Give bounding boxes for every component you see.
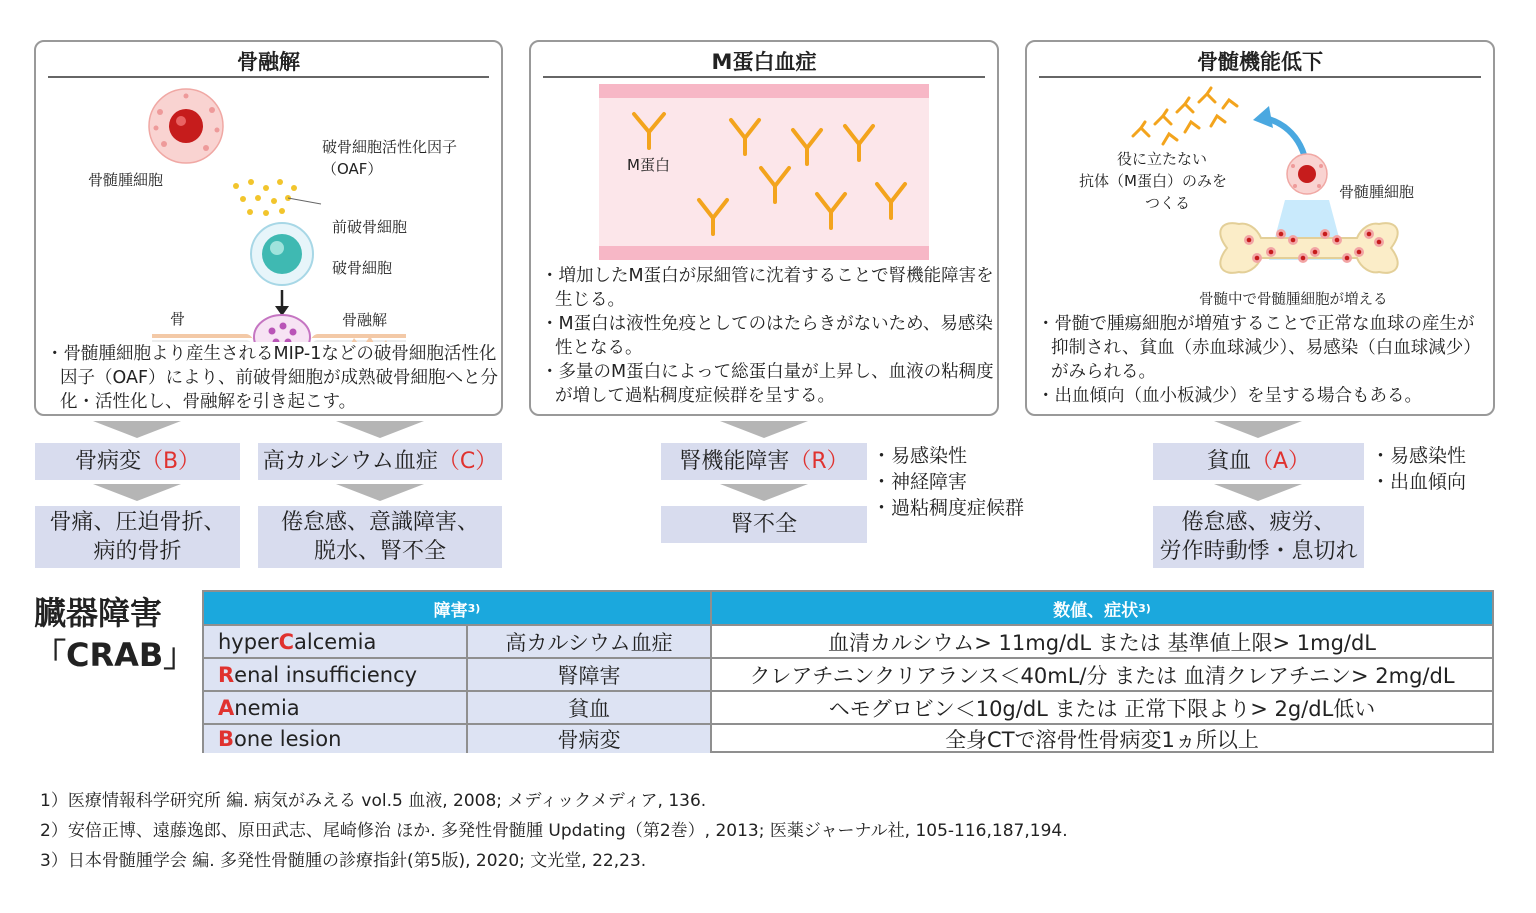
crab-criteria: クレアチニンクリアランス＜40mL/分 または 血清クレアチニン> 2mg/dL — [710, 659, 1492, 690]
side-item: ・易感染性 — [872, 445, 968, 467]
bone-lysis-illustration — [36, 82, 501, 342]
down-triangle-icon — [336, 484, 424, 501]
renal-box: 腎機能障害 （R） — [661, 443, 867, 480]
m-protein-illustration — [531, 82, 997, 264]
crab-term: hyper C alcemia — [204, 626, 466, 657]
useless-antibody-line1: 役に立たない — [1117, 150, 1208, 168]
bone-label: 骨 — [170, 310, 186, 328]
crab-jp-term: 骨病変 — [466, 725, 710, 753]
down-triangle-icon — [1214, 421, 1302, 438]
panel-title: M蛋白血症 — [543, 46, 985, 78]
m-protein-panel — [529, 40, 999, 416]
table-row — [204, 723, 1492, 753]
crab-criteria: 血清カルシウム> 11mg/dL または 基準値上限> 1mg/dL — [710, 626, 1492, 657]
anemia-result-box: 倦怠感、疲労、 労作時動悸・息切れ — [1153, 506, 1364, 568]
table-row — [204, 657, 1492, 690]
bone-lysis-label: 骨融解 — [342, 311, 388, 329]
table-row — [204, 690, 1492, 723]
useless-antibody-icons — [1133, 88, 1237, 144]
bone-bullets — [46, 342, 498, 414]
panel-title: 骨融解 — [48, 46, 489, 78]
m-protein-bullets — [541, 264, 995, 408]
crab-jp-term: 貧血 — [466, 692, 710, 723]
bullet-item: ・骨髄腫細胞より産生されるMIP-1などの破骨細胞活性化因子（OAF）により、前破骨細胞が成熟破骨細胞へと分化・活性化し、骨融解を引き起こす。 — [46, 344, 499, 412]
bullet-item: ・増加したM蛋白が尿細管に沈着することで腎機能障害を生じる。 — [541, 266, 994, 310]
crab-heading: 臓器障害 「CRAB」 — [34, 594, 196, 674]
bullet-item: ・M蛋白は液性免疫としてのはたらきがないため、易感染性となる。 — [541, 314, 993, 358]
useless-antibody-line3: つくる — [1145, 194, 1191, 212]
preosteoclast-label: 前破骨細胞 — [332, 218, 408, 236]
reference-item: 3）日本骨髄腫学会 編. 多発性骨髄腫の診療指針(第5版), 2020; 文光堂, 22,23. — [40, 851, 647, 871]
anemia-side-list — [1371, 443, 1466, 495]
down-triangle-icon — [1214, 484, 1302, 501]
side-item: ・神経障害 — [872, 471, 968, 493]
oaf-dots-icon — [233, 179, 297, 216]
m-protein-label: M蛋白 — [627, 156, 670, 174]
down-triangle-icon — [93, 421, 181, 438]
side-item: ・出血傾向 — [1371, 471, 1467, 493]
bone-lysis-panel — [34, 40, 503, 416]
down-triangle-icon — [720, 484, 808, 501]
bone-result-box: 骨痛、圧迫骨折、 病的骨折 — [35, 506, 240, 568]
bullet-item: ・骨髄で腫瘍細胞が増殖することで正常な血球の産生が抑制され、貧血（赤血球減少）、易感染（白血球減少）がみられる。 — [1037, 314, 1481, 382]
marrow-failure-panel — [1025, 40, 1495, 416]
crab-criteria: 全身CTで溶骨性骨病変1ヵ所以上 — [710, 725, 1492, 753]
hypercalcemia-box: 高カルシウム血症 （C） — [258, 443, 502, 480]
bone-disease-box: 骨病変 （B） — [35, 443, 240, 480]
table-row — [204, 624, 1492, 657]
marrow-illustration — [1027, 82, 1493, 300]
side-item: ・易感染性 — [1371, 445, 1467, 467]
down-triangle-icon — [93, 484, 181, 501]
values-header: 数値、症状 3) — [710, 592, 1492, 624]
disorder-header: 障害 3) — [204, 592, 710, 624]
renal-side-list — [872, 443, 1024, 521]
reference-item: 1）医療情報科学研究所 編. 病気がみえる vol.5 血液, 2008; メディックメディア, 136. — [40, 791, 707, 811]
renal-result-box: 腎不全 — [661, 506, 867, 543]
reference-item: 2）安倍正博、遠藤逸郎、原田武志、尾崎修治 ほか. 多発性骨髄腫 Updating（第2巻）, 2013; 医薬ジャーナル社, 105-116,187,194. — [40, 821, 1068, 841]
crab-criteria: ヘモグロビン＜10g/dL または 正常下限より> 2g/dL低い — [710, 692, 1492, 723]
side-item: ・過粘稠度症候群 — [872, 497, 1025, 519]
anemia-box: 貧血 （A） — [1153, 443, 1364, 480]
panel-title: 骨髄機能低下 — [1039, 46, 1481, 78]
down-triangle-icon — [336, 421, 424, 438]
down-triangle-icon — [720, 421, 808, 438]
bullet-item: ・多量のM蛋白によって総蛋白量が上昇し、血液の粘稠度が増して過粘稠度症候群を呈する。 — [541, 362, 994, 406]
useless-antibody-line2: 抗体（M蛋白）のみを — [1079, 172, 1227, 190]
bullet-item: ・出血傾向（血小板減少）を呈する場合もある。 — [1037, 386, 1422, 406]
osteoclast-label: 破骨細胞 — [332, 259, 393, 277]
marrow-increase-label: 骨髄中で骨髄腫細胞が増える — [1199, 292, 1388, 308]
crab-jp-term: 腎障害 — [466, 659, 710, 690]
myeloma-cell-label: 骨髄腫細胞 — [88, 171, 164, 189]
oaf-abbr-label: （OAF） — [322, 160, 383, 178]
hypercalcemia-result-box: 倦怠感、意識障害、 脱水、腎不全 — [258, 506, 502, 568]
marrow-bullets — [1037, 312, 1491, 408]
crab-term: R enal insufficiency — [204, 659, 466, 690]
crab-table — [202, 590, 1494, 753]
crab-term: B one lesion — [204, 725, 466, 753]
myeloma-cell-label: 骨髄腫細胞 — [1339, 183, 1415, 201]
crab-term: A nemia — [204, 692, 466, 723]
oaf-label: 破骨細胞活性化因子 — [322, 138, 458, 156]
crab-jp-term: 高カルシウム血症 — [466, 626, 710, 657]
